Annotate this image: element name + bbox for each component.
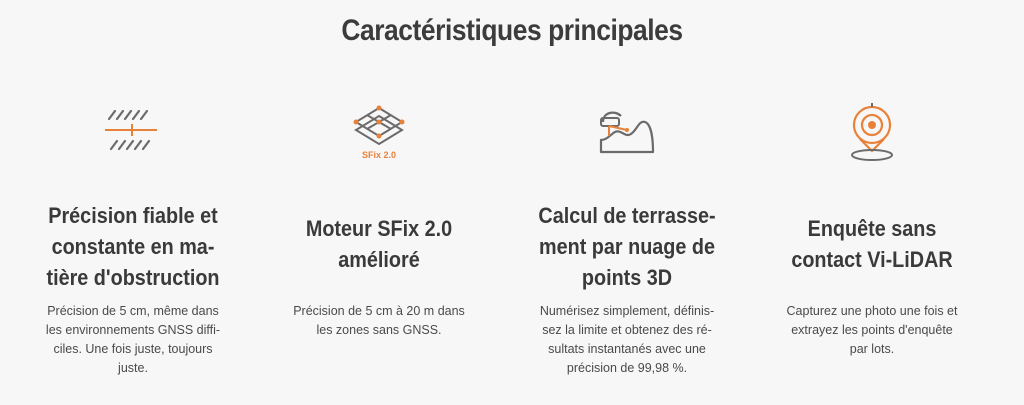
sfix-icon-label: SFix 2.0 (361, 150, 397, 160)
section-title: Caractéristiques principales (341, 14, 683, 47)
feature-description: Capturez une photo une fois et extrayez les points d'enquête par lots. (786, 304, 958, 356)
feature-heading: Moteur SFix 2.0 amélioré (305, 216, 453, 272)
precision-hatch-icon (18, 95, 248, 169)
earthwork-point-cloud-icon (512, 95, 742, 169)
feature-heading: Précision fiable et constante en ma- tière d'obstruction (46, 203, 220, 290)
feature-description: Précision de 5 cm, même dans les environnements GNSS diffi- ciles. Une fois juste, toujours juste. (45, 304, 221, 375)
feature-card-sfix (264, 95, 494, 337)
feature-heading: Calcul de terrasse- ment par nuage de points 3D (538, 203, 716, 290)
feature-heading: Enquête sans contact Vi-LiDAR (791, 216, 953, 272)
vi-lidar-location-icon (757, 95, 987, 169)
feature-card-vi-lidar (757, 95, 987, 356)
feature-description: Numérisez simplement, définis- sez la limite et obtenez des ré- sultats instantanés avec une précision de 99,98 %. (539, 304, 715, 375)
feature-description: Précision de 5 cm à 20 m dans les zones sans GNSS. (293, 304, 465, 337)
feature-card-precision (18, 95, 248, 375)
sfix-engine-icon (264, 95, 494, 169)
feature-card-earthwork (512, 95, 742, 375)
